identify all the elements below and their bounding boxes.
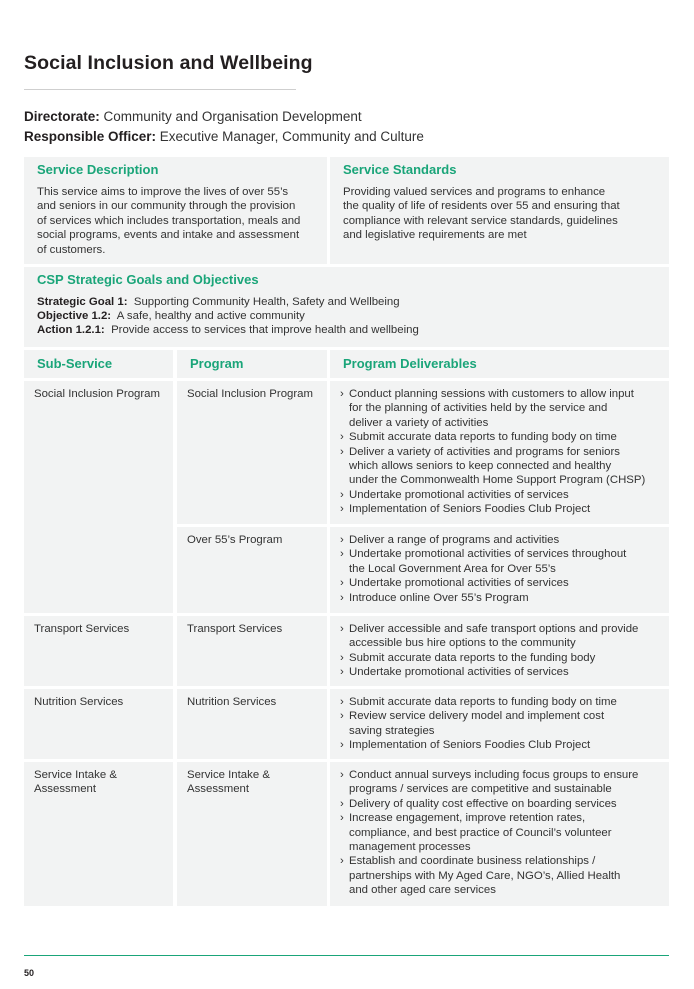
objective-line xyxy=(37,309,659,323)
strategic-goal-line xyxy=(37,295,659,309)
program-cell xyxy=(177,616,327,686)
deliverable-line: › Undertake promotional activities of services xyxy=(349,488,569,501)
program-text xyxy=(187,695,319,709)
deliverable-line: › Submit accurate data reports to funding body on time xyxy=(349,431,617,444)
deliverable-line: › Submit accurate data reports to the funding body xyxy=(349,651,596,664)
deliverable-item xyxy=(340,651,661,665)
deliverable-item xyxy=(340,695,661,709)
deliverables-list xyxy=(340,533,661,605)
table-header-cell xyxy=(24,350,173,378)
footer-divider xyxy=(24,955,669,956)
title-divider xyxy=(24,89,296,90)
program-line: Over 55’s Program xyxy=(187,534,283,546)
deliverable-item xyxy=(340,502,661,516)
action-label: Action 1.2.1: xyxy=(37,324,105,336)
deliverable-line: accessible bus hire options to the community xyxy=(349,637,576,650)
deliverable-line: saving strategies xyxy=(349,724,435,737)
program-line: Nutrition Services xyxy=(187,696,277,708)
deliverable-line: the Local Government Area for Over 55’s xyxy=(349,562,556,575)
deliverable-item xyxy=(340,576,661,590)
deliverable-line: › Establish and coordinate business relationships / xyxy=(349,855,596,868)
deliverable-line: › Implementation of Seniors Foodies Club Project xyxy=(349,739,591,752)
service-standards-text xyxy=(343,185,659,243)
deliverable-line: › Undertake promotional activities of services throughout xyxy=(349,548,627,561)
program-cell xyxy=(177,381,327,524)
service-description-heading: Service Description xyxy=(37,162,159,177)
deliverable-item xyxy=(340,768,661,797)
deliverable-line: › Review service delivery model and implement cost xyxy=(349,710,605,723)
service-standards-heading: Service Standards xyxy=(343,162,457,177)
deliverables-cell xyxy=(330,689,669,759)
program-cell xyxy=(177,527,327,613)
deliverables-list xyxy=(340,622,661,680)
page-title: Social Inclusion and Wellbeing xyxy=(24,52,313,74)
deliverable-line: › Undertake promotional activities of services xyxy=(349,577,569,590)
program-text xyxy=(187,768,319,797)
deliverable-item xyxy=(340,738,661,752)
sub-service-cell xyxy=(24,381,173,613)
deliverables-cell xyxy=(330,616,669,686)
deliverable-line: which allows seniors to keep connected and healthy xyxy=(349,460,612,473)
csp-goals-heading: CSP Strategic Goals and Objectives xyxy=(37,272,259,287)
deliverable-line: › Undertake promotional activities of services xyxy=(349,666,569,679)
directorate-line xyxy=(24,109,362,124)
deliverable-line: › Introduce online Over 55’s Program xyxy=(349,591,529,604)
deliverable-line: › Deliver accessible and safe transport options and provide xyxy=(349,623,639,635)
deliverable-line: › Conduct annual surveys including focus groups to ensure xyxy=(349,769,639,781)
deliverable-item xyxy=(340,854,661,897)
service-description-text xyxy=(37,185,317,257)
text-line: of customers. xyxy=(37,243,106,256)
text-line: compliance with relevant service standards, guidelines xyxy=(343,214,618,227)
deliverable-line: for the planning of activities held by the service and xyxy=(349,402,608,415)
deliverable-line: programs / services are competitive and sustainable xyxy=(349,783,612,796)
sub-service-cell xyxy=(24,689,173,759)
table-header-cell xyxy=(177,350,327,378)
deliverable-line: › Submit accurate data reports to funding body on time xyxy=(349,696,617,708)
deliverable-line: › Conduct planning sessions with customers to allow input xyxy=(349,388,634,400)
header-program: Program xyxy=(190,356,244,371)
deliverables-cell xyxy=(330,762,669,906)
text-line: This service aims to improve the lives of over 55’s xyxy=(37,186,289,198)
deliverable-line: deliver a variety of activities xyxy=(349,416,489,429)
directorate-value: Community and Organisation Development xyxy=(103,109,362,124)
deliverable-line: › Deliver a range of programs and activities xyxy=(349,534,560,546)
deliverable-item xyxy=(340,591,661,605)
deliverable-item xyxy=(340,547,661,576)
program-line: Social Inclusion Program xyxy=(187,388,313,400)
deliverable-item xyxy=(340,797,661,811)
text-line: and legislative requirements are met xyxy=(343,229,527,242)
responsible-officer-line xyxy=(24,129,424,144)
program-line: Assessment xyxy=(187,783,250,796)
action-line xyxy=(37,323,659,337)
deliverable-line: compliance, and best practice of Council’s volunteer xyxy=(349,826,612,839)
responsible-officer-value: Executive Manager, Community and Culture xyxy=(159,129,424,144)
deliverables-list xyxy=(340,768,661,898)
deliverable-line: management processes xyxy=(349,841,471,854)
deliverable-line: and other aged care services xyxy=(349,884,496,897)
deliverable-item xyxy=(340,445,661,488)
header-sub-service: Sub-Service xyxy=(37,356,113,371)
sub-service-line: Assessment xyxy=(34,783,97,796)
deliverable-item xyxy=(340,430,661,444)
sub-service-text xyxy=(34,695,165,709)
responsible-officer-label: Responsible Officer: xyxy=(24,129,157,144)
deliverable-line: › Deliver a variety of activities and programs for seniors xyxy=(349,445,620,458)
csp-goals-text xyxy=(37,295,659,337)
deliverable-item xyxy=(340,387,661,430)
deliverable-item xyxy=(340,622,661,651)
header-program-deliverables: Program Deliverables xyxy=(343,356,477,371)
sub-service-cell xyxy=(24,762,173,906)
program-cell xyxy=(177,762,327,906)
sub-service-cell xyxy=(24,616,173,686)
deliverable-line: › Implementation of Seniors Foodies Club Project xyxy=(349,503,591,516)
deliverable-item xyxy=(340,811,661,854)
program-text xyxy=(187,622,319,636)
page-number: 50 xyxy=(24,968,35,978)
strategic-goal-value: Supporting Community Health, Safety and Wellbeing xyxy=(133,296,400,308)
sub-service-line: Transport Services xyxy=(34,623,130,635)
service-standards-panel xyxy=(330,157,669,264)
strategic-goal-label: Strategic Goal 1: xyxy=(37,296,128,308)
text-line: of services which includes transportation, meals and xyxy=(37,214,301,227)
deliverable-item xyxy=(340,488,661,502)
deliverable-line: partnerships with My Aged Care, NGO’s, Allied Health xyxy=(349,869,621,882)
sub-service-line: Service Intake & xyxy=(34,769,117,781)
deliverable-item xyxy=(340,709,661,738)
deliverables-cell xyxy=(330,381,669,524)
deliverable-line: under the Commonwealth Home Support Program (CHSP) xyxy=(349,474,646,487)
sub-service-text xyxy=(34,622,165,636)
deliverable-item xyxy=(340,665,661,679)
text-line: social programs, events and intake and assessment xyxy=(37,229,300,242)
directorate-label: Directorate: xyxy=(24,109,100,124)
action-value: Provide access to services that improve health and wellbeing xyxy=(111,324,419,336)
deliverable-line: › Delivery of quality cost effective on boarding services xyxy=(349,797,617,810)
program-text xyxy=(187,387,319,401)
sub-service-text xyxy=(34,768,165,797)
program-line: Service Intake & xyxy=(187,769,270,781)
text-line: the quality of life of residents over 55 and ensuring that xyxy=(343,200,620,213)
sub-service-line: Nutrition Services xyxy=(34,696,124,708)
csp-goals-panel xyxy=(24,267,669,347)
objective-value: A safe, healthy and active community xyxy=(116,310,305,322)
sub-service-line: Social Inclusion Program xyxy=(34,388,160,400)
deliverables-list xyxy=(340,695,661,753)
text-line: and seniors in our community through the provision xyxy=(37,200,296,213)
deliverable-item xyxy=(340,533,661,547)
table-header-cell xyxy=(330,350,669,378)
deliverables-list xyxy=(340,387,661,517)
objective-label: Objective 1.2: xyxy=(37,310,112,322)
deliverables-cell xyxy=(330,527,669,613)
deliverable-line: › Increase engagement, improve retention rates, xyxy=(349,812,586,825)
program-cell xyxy=(177,689,327,759)
service-description-panel xyxy=(24,157,327,264)
program-text xyxy=(187,533,319,547)
sub-service-text xyxy=(34,387,165,401)
text-line: Providing valued services and programs to enhance xyxy=(343,186,606,198)
program-line: Transport Services xyxy=(187,623,283,635)
